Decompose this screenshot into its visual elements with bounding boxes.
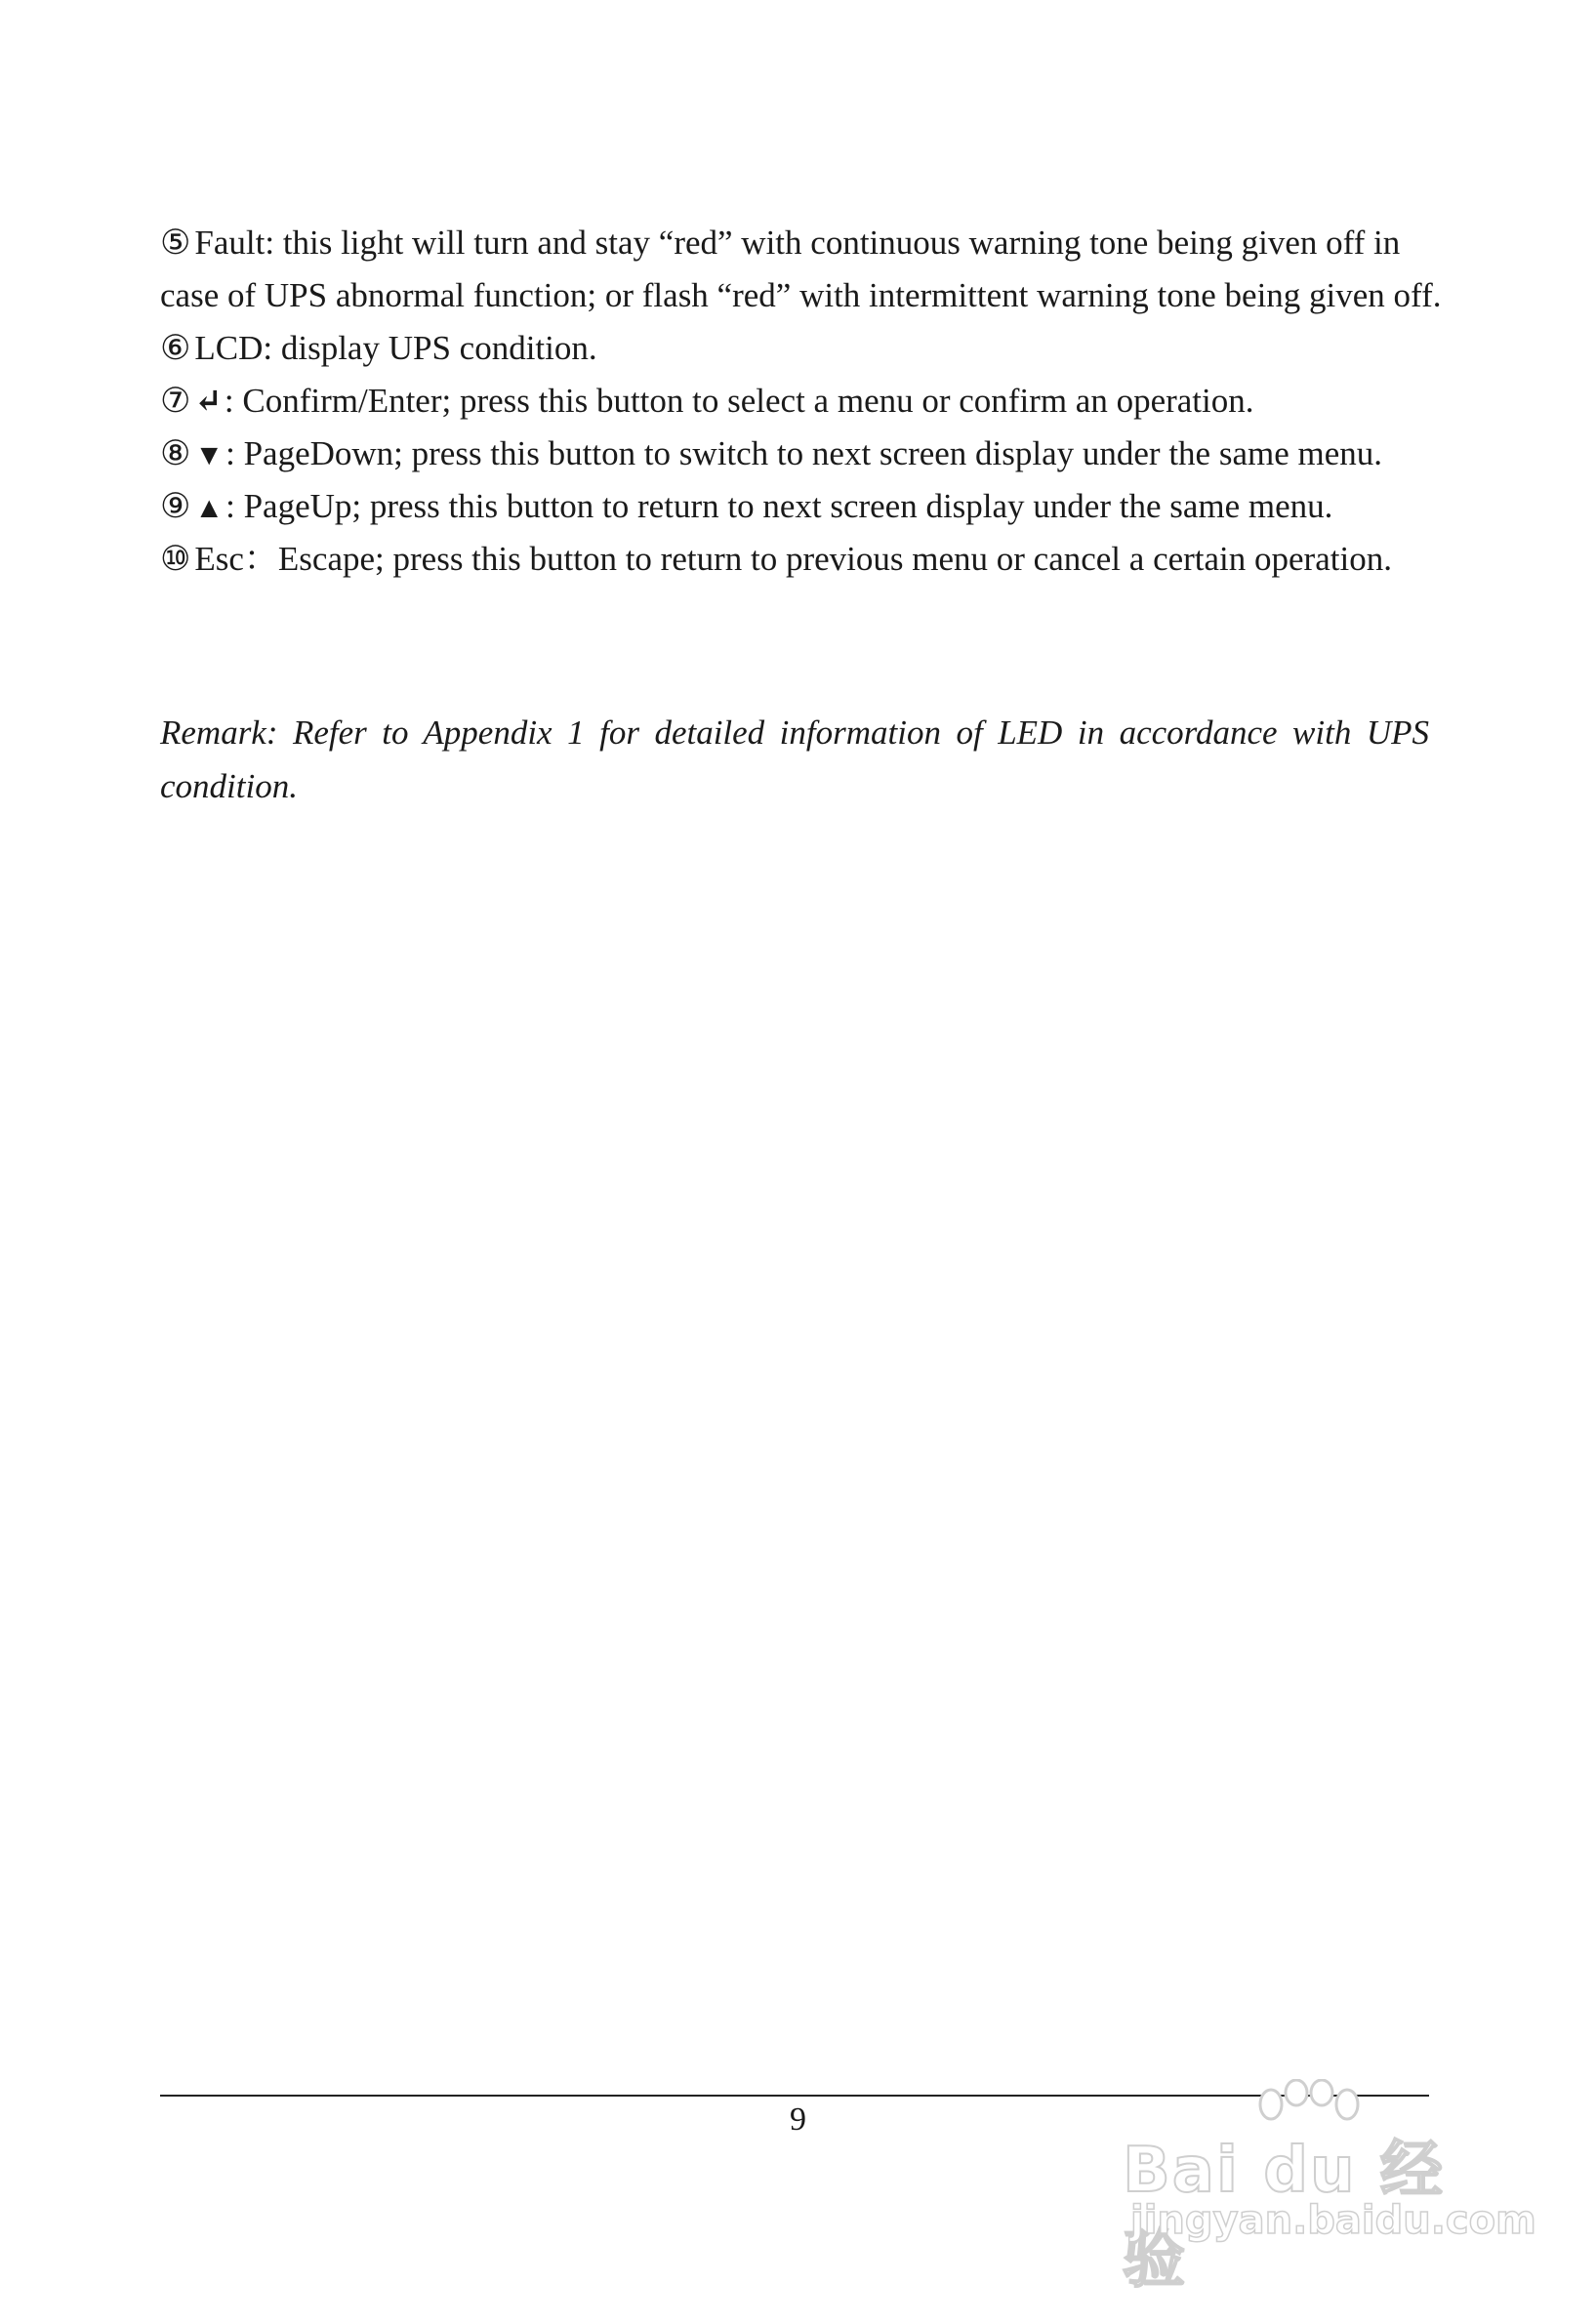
item-text: : Confirm/Enter; press this button to select a menu or confirm an operation. bbox=[224, 382, 1254, 420]
led-button-description-list bbox=[160, 217, 1442, 586]
list-item-pagedown bbox=[160, 428, 1429, 480]
watermark-url: jingyan.baidu.com bbox=[1130, 2198, 1536, 2243]
down-arrow-icon: ▼ bbox=[194, 439, 225, 471]
item-marker: ⑦ bbox=[160, 382, 191, 420]
item-text: : PageUp; press this button to return to next screen display under the same menu. bbox=[225, 487, 1333, 525]
list-item-lcd bbox=[160, 322, 1429, 375]
item-marker: ⑤ bbox=[160, 224, 191, 262]
item-text: : PageDown; press this button to switch to next screen display under the same menu. bbox=[225, 434, 1383, 472]
item-marker: ⑨ bbox=[160, 487, 191, 525]
item-marker: ⑧ bbox=[160, 434, 191, 472]
item-text: case of UPS abnormal function; or flash “red” with intermittent warning tone being given off. bbox=[160, 276, 1442, 314]
item-marker: ⑩ bbox=[160, 540, 191, 578]
item-text: Fault: this light will turn and stay “red” with continuous warning tone being given off in bbox=[194, 224, 1401, 262]
list-item-pageup bbox=[160, 480, 1429, 533]
item-text: LCD: display UPS condition. bbox=[194, 329, 597, 367]
remark-note: Remark: Refer to Appendix 1 for detailed information of LED in accordance with UPS condition. bbox=[160, 714, 1429, 805]
item-text: Esc：Escape; press this button to return to previous menu or cancel a certain operation. bbox=[194, 540, 1392, 578]
enter-key-icon: ↵ bbox=[194, 384, 223, 420]
watermark-brand: Bai du 经验 bbox=[1123, 2135, 1445, 2297]
list-item-fault-continued bbox=[160, 269, 1442, 322]
page-number: 9 bbox=[790, 2101, 806, 2138]
list-item-fault bbox=[160, 217, 1429, 269]
list-item-esc bbox=[160, 533, 1429, 586]
list-item-enter bbox=[160, 375, 1429, 428]
up-arrow-icon: ▲ bbox=[194, 492, 225, 524]
item-marker: ⑥ bbox=[160, 329, 191, 367]
baidu-jingyan-watermark bbox=[1123, 2079, 1536, 2297]
